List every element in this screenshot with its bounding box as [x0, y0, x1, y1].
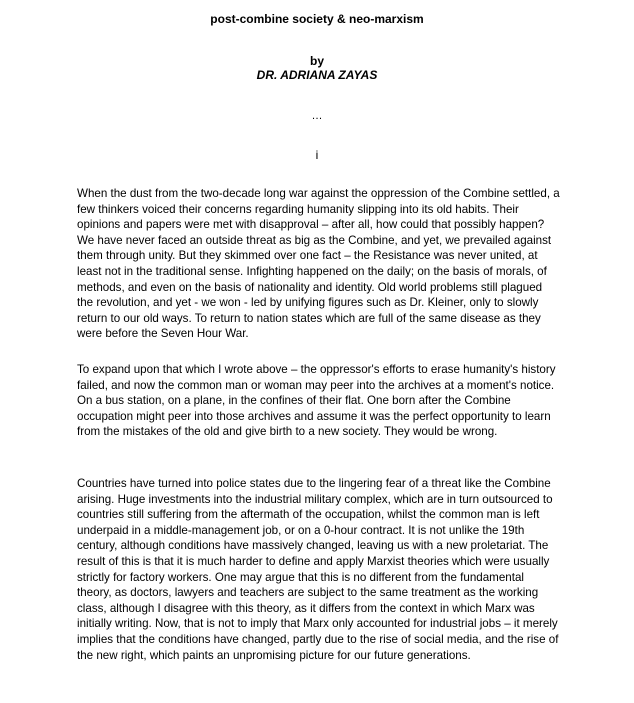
author-name: DR. ADRIANA ZAYAS	[256, 68, 378, 82]
body-paragraph-3: Countries have turned into police states due to the lingering fear of a threat like the Combine arising. Huge investments into the industrial military complex, which are in turn outsourced to countries still suffering from the aftermath of the occupation, whilst the common man is left underpaid in a middle-management job, or on a 0-hour contract. It is not unlike the 19th century, although conditions have massively changed, leaving us with a new proletariat. The result of this is that it is much harder to define and apply Marxist theories which were usually strictly for factory workers. One may argue that this is no different from the fundamental theory, as doctors, lawyers and teachers are subject to the same treatment as the working class, although I disagree with this theory, as it differs from the context in which Marx was initially writing. Now, that is not to imply that Marx only accounted for industrial jobs – it merely implies that the conditions have changed, partly due to the rise of social media, and the rise of the new right, which paints an unpromising picture for our future generations.	[77, 477, 559, 662]
document-title: post-combine society & neo-marxism	[210, 12, 424, 26]
body-paragraph-2: To expand upon that which I wrote above – the oppressor's efforts to erase humanity's history failed, and now the common man or woman may peer into the archives at a moment's notice. On a bus station, on a plane, in the confines of their flat. One born after the Combine occupation might peer into those archives and assume it was the perfect opportunity to learn from the mistakes of the old and give birth to a new society. They would be wrong.	[77, 363, 556, 439]
body-paragraph-1: When the dust from the two-decade long war against the oppression of the Combine settled, a few thinkers voiced their concerns regarding humanity slipping into its old habits. Their opinions and papers were met with disapproval – after all, how could that possibly happen? We have never faced an outside threat as big as the Combine, and yet, we prevailed against them through unity. But they skimmed over one fact – the Resistance was never united, at least not in the traditional sense. Infighting happened on the daily; on the basis of morals, of methods, and even on the basis of nationality and identity. Old world problems still plagued the revolution, and yet - we won - led by unifying figures such as Dr. Kleiner, only to slowly return to our old ways. To return to nation states which are full of the same disease as they were before the Seven Hour War.	[77, 187, 560, 341]
section-number: i	[315, 148, 319, 162]
byline-label: by	[309, 54, 324, 68]
section-separator: …	[311, 110, 323, 122]
